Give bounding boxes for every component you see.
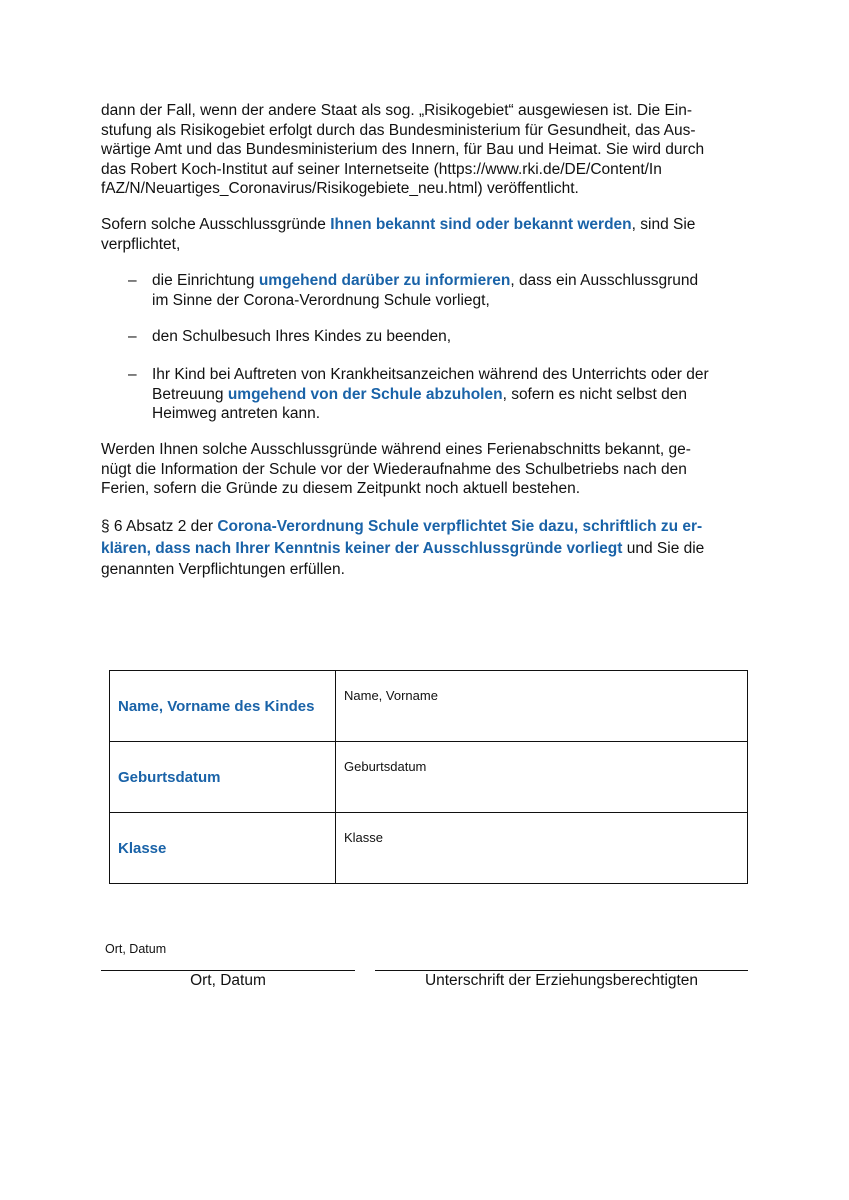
highlight-written-declaration: Corona-Verordnung Schule verpflichtet Sie dazu, schriftlich zu er-: [217, 518, 703, 535]
birth-date-field[interactable]: Geburtsdatum: [336, 742, 748, 813]
text-line: [101, 215, 746, 235]
table-row: [110, 813, 748, 884]
child-name-field[interactable]: Name, Vorname: [336, 671, 748, 742]
text-line: nügt die Information der Schule vor der Wiederaufnahme des Schulbetriebs nach den: [101, 460, 687, 478]
signature-caption: Unterschrift der Erziehungsberechtigten: [424, 972, 699, 989]
signature-line: [375, 970, 748, 971]
bullet-dash: –: [128, 328, 137, 345]
label-child-name: Name, Vorname des Kindes: [110, 671, 336, 742]
text-segment: , sind Sie: [631, 216, 696, 233]
paragraph-legal-basis: [101, 516, 746, 581]
text-line: [101, 538, 746, 560]
highlight-written-declaration: klären, dass nach Ihrer Kenntnis keiner der Ausschlussgründe vorliegt: [101, 539, 623, 557]
text-segment: § 6 Absatz 2 der: [101, 518, 218, 535]
text-line: Heimweg antreten kann.: [152, 405, 321, 422]
bullet-pick-up-child: [152, 365, 752, 424]
bullet-dash: –: [128, 366, 137, 383]
text-segment: die Einrichtung: [152, 272, 259, 289]
text-line: wärtige Amt und das Bundesministerium des Innern, für Bau und Heimat. Sie wird durch: [101, 141, 705, 158]
table-row: [110, 671, 748, 742]
paragraph-obligation-intro: [101, 215, 746, 254]
paragraph-holiday: [101, 440, 746, 499]
text-line: Werden Ihnen solche Ausschlussgründe während eines Ferienabschnitts bekannt, ge-: [101, 441, 691, 458]
bullet-end-attendance: den Schulbesuch Ihres Kindes zu beenden,: [152, 328, 452, 345]
text-line: stufung als Risikogebiet erfolgt durch das Bundesministerium für Gesundheit, das Aus-: [101, 121, 696, 139]
text-line: fAZ/N/Neuartiges_Coronavirus/Risikogebiete_neu.html) veröffentlicht.: [101, 180, 579, 197]
text-segment: Sofern solche Ausschlussgründe: [101, 216, 331, 233]
place-date-field[interactable]: Ort, Datum: [105, 942, 167, 956]
child-info-table: [109, 670, 748, 884]
text-line: Ferien, sofern die Gründe zu diesem Zeitpunkt noch aktuell bestehen.: [101, 480, 581, 497]
text-line: verpflichtet,: [101, 235, 181, 253]
table-row: [110, 742, 748, 813]
text-line: das Robert Koch-Institut auf seiner Internetseite (https://www.rki.de/DE/Content/In: [101, 160, 662, 178]
text-line: im Sinne der Corona-Verordnung Schule vorliegt,: [152, 291, 490, 309]
label-class: Klasse: [110, 813, 336, 884]
paragraph-risk-area: [101, 101, 746, 199]
text-segment: , sofern es nicht selbst den: [502, 385, 687, 403]
text-segment: und Sie die: [622, 539, 705, 557]
highlight-inform-immediately: umgehend darüber zu informieren: [258, 272, 511, 289]
bullet-dash: –: [128, 272, 137, 289]
text-line: [101, 516, 746, 538]
bullet-inform-institution: [152, 271, 752, 310]
text-segment: Betreuung: [152, 385, 228, 403]
text-line: [152, 271, 752, 291]
text-line: dann der Fall, wenn der andere Staat als sog. „Risikogebiet“ ausgewiesen ist. Die Ein-: [101, 102, 693, 119]
text-line: [152, 385, 752, 405]
label-birth-date: Geburtsdatum: [110, 742, 336, 813]
place-date-caption: Ort, Datum: [190, 972, 266, 989]
class-field[interactable]: Klasse: [336, 813, 748, 884]
text-line: genannten Verpflichtungen erfüllen.: [101, 561, 345, 578]
highlight-known-reasons: Ihnen bekannt sind oder bekannt werden: [330, 216, 632, 233]
text-segment: , dass ein Ausschlussgrund: [510, 272, 699, 289]
text-line: Ihr Kind bei Auftreten von Krankheitsanzeichen während des Unterrichts oder der: [152, 366, 709, 383]
place-date-line: [101, 970, 355, 971]
highlight-pick-up: umgehend von der Schule abzuholen: [227, 385, 503, 403]
